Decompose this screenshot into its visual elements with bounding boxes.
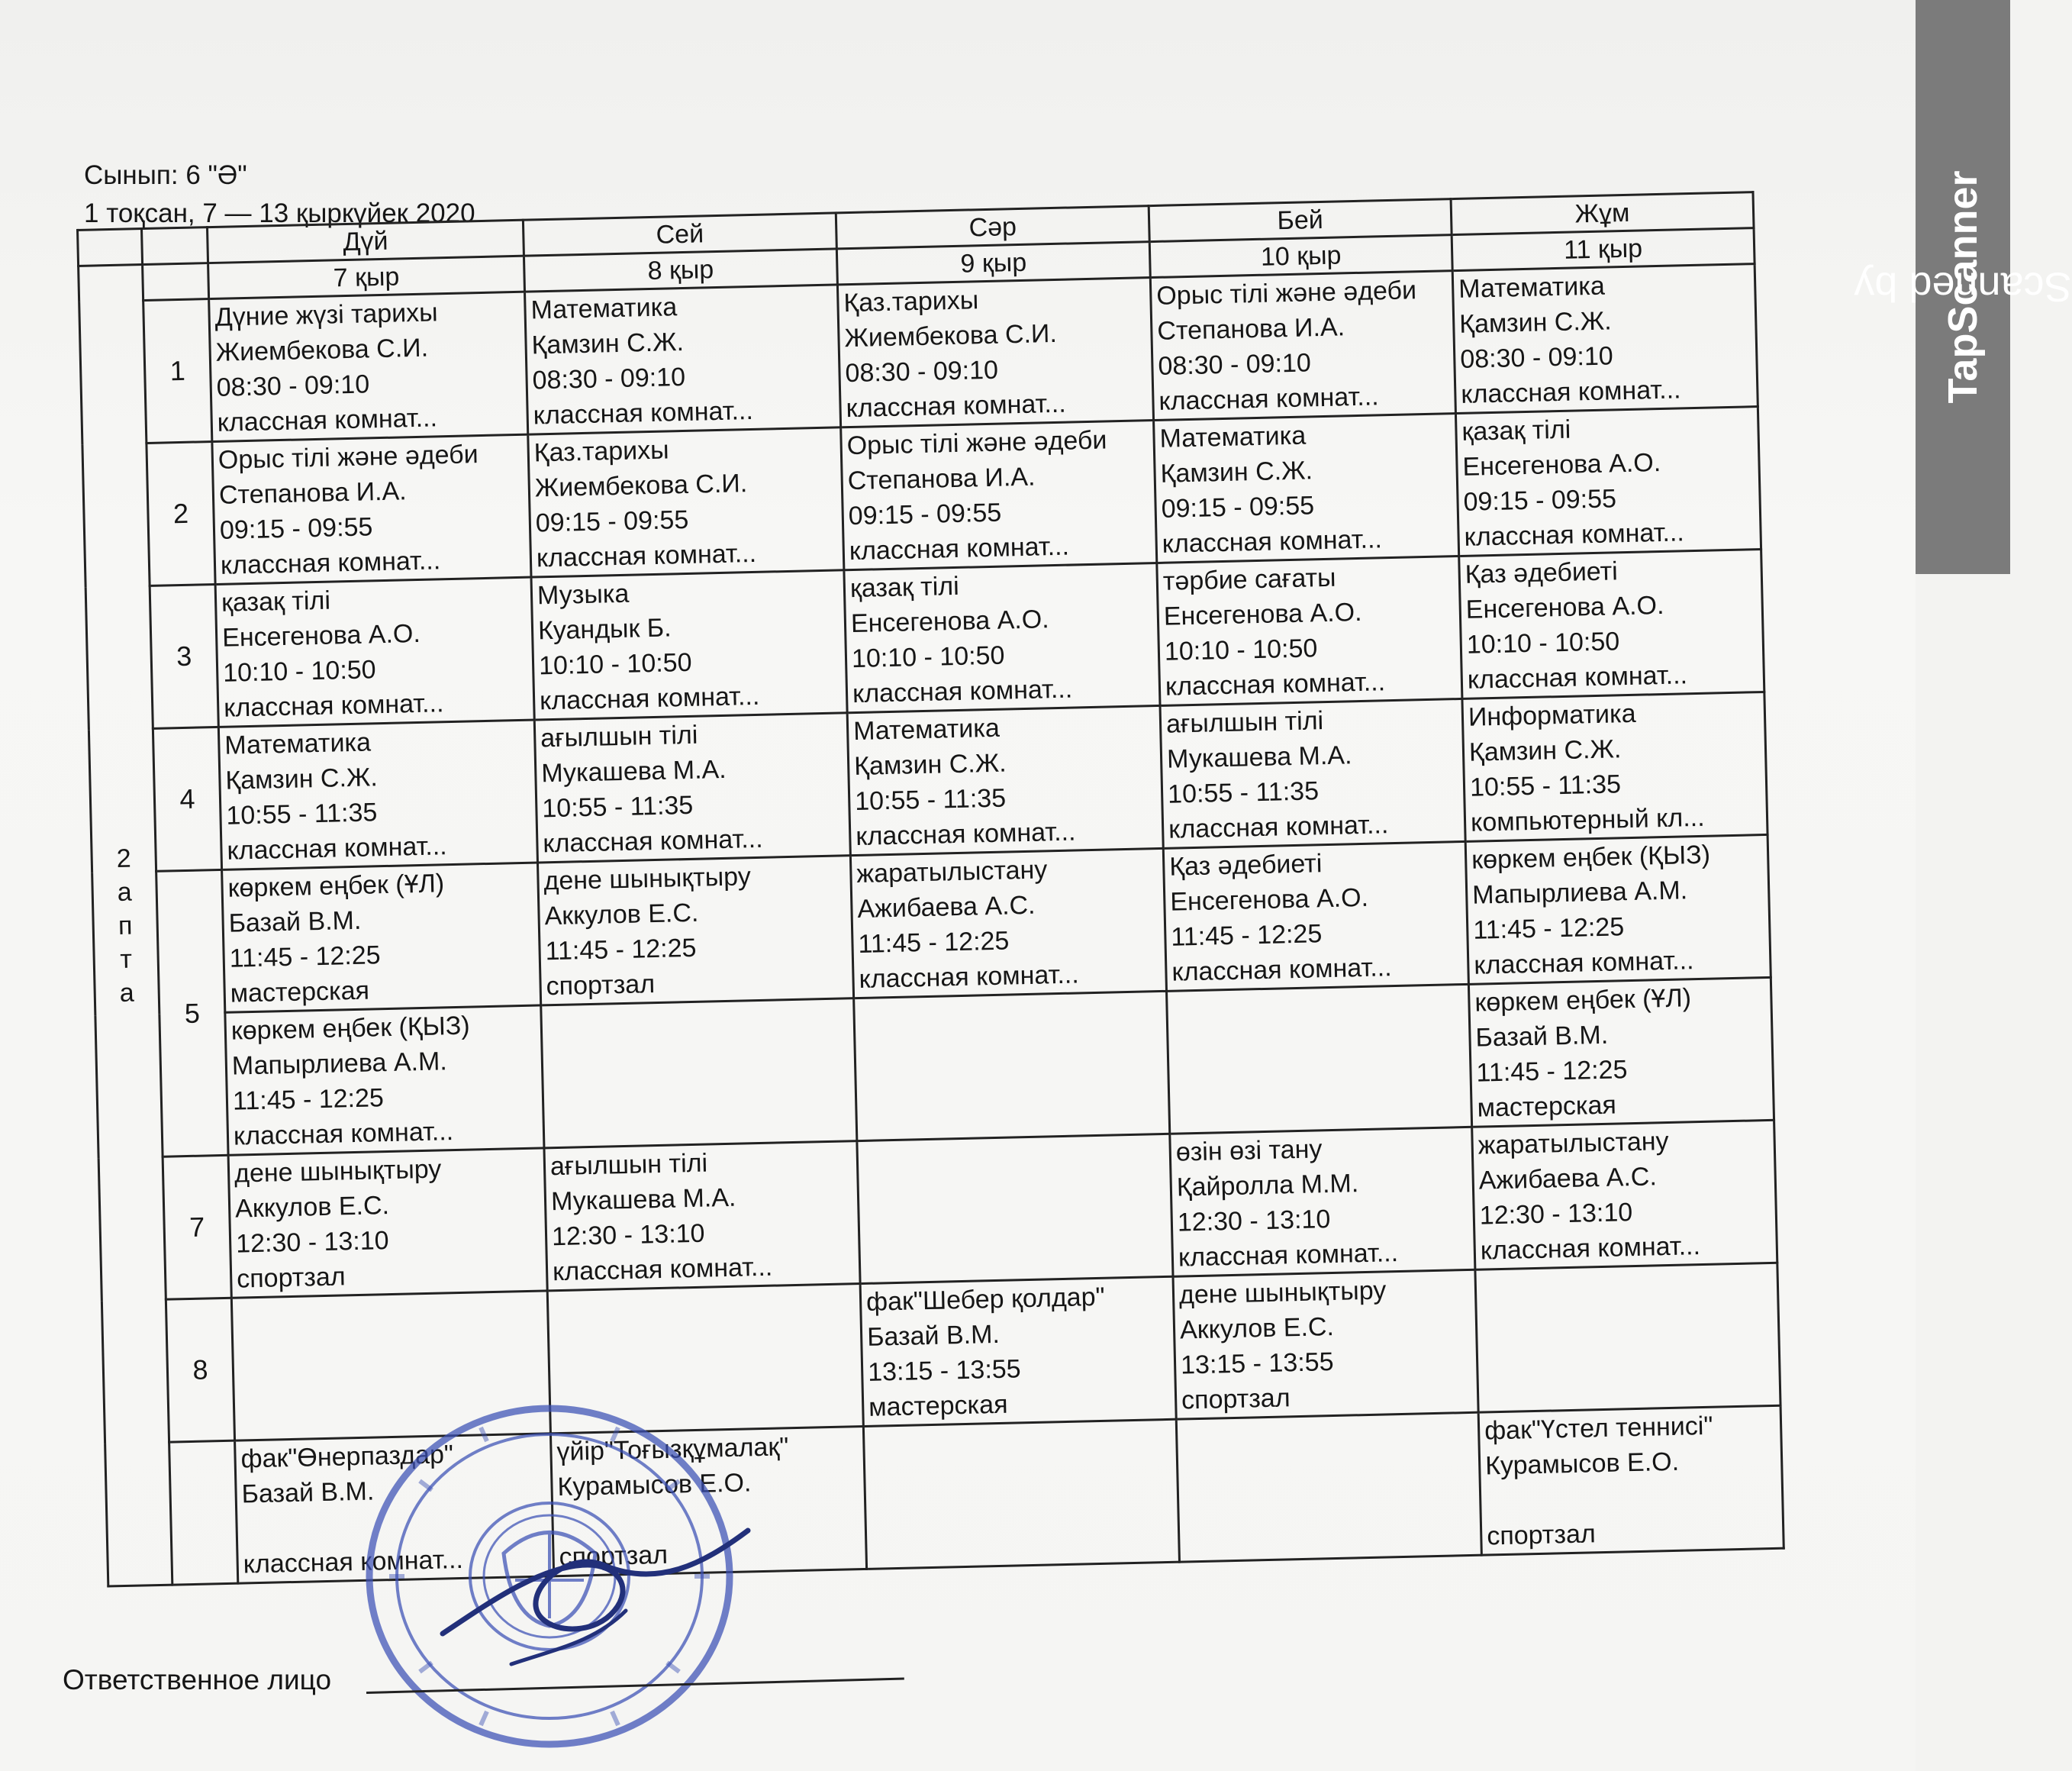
lesson-subject: Орыс тілі және әдеби bbox=[218, 440, 479, 475]
lesson-cell bbox=[1465, 834, 1771, 984]
lesson-teacher: Енсегенова А.О. bbox=[850, 605, 1050, 639]
lesson-subject: тәрбие сағаты bbox=[1162, 563, 1336, 596]
lesson-number: 3 bbox=[150, 584, 218, 728]
lesson-time: 11:45 - 12:25 bbox=[545, 933, 697, 966]
lesson-subject: Математика bbox=[1159, 421, 1307, 453]
day-date-header: 9 қыр bbox=[836, 242, 1150, 285]
lesson-room: классная комнат... bbox=[533, 395, 754, 431]
responsible-person-label: Ответственное лицо bbox=[63, 1664, 332, 1695]
lesson-cell bbox=[860, 1276, 1176, 1426]
lesson-time: 10:10 - 10:50 bbox=[1164, 634, 1318, 666]
lesson-cell bbox=[1173, 1269, 1478, 1419]
lesson-room: классная комнат... bbox=[223, 689, 444, 723]
lesson-subject: Информатика bbox=[1468, 698, 1636, 732]
lesson-teacher: Курамысов Е.О. bbox=[557, 1468, 752, 1502]
lesson-time: 11:45 - 12:25 bbox=[1476, 1055, 1628, 1088]
lesson-teacher: Аккулов Е.С. bbox=[234, 1191, 390, 1224]
class-title: Сынып: 6 "Ә" bbox=[84, 160, 247, 190]
lesson-teacher: Мапырлиева А.М. bbox=[1471, 876, 1688, 910]
lesson-subject: көркем еңбек (ҚЫЗ) bbox=[230, 1011, 471, 1046]
lesson-subject: Дүние жүзі тарихы bbox=[214, 298, 438, 332]
lesson-time: 11:45 - 12:25 bbox=[232, 1083, 385, 1116]
lesson-room: мастерская bbox=[1477, 1090, 1617, 1123]
lesson-time: 08:30 - 09:10 bbox=[1158, 348, 1312, 381]
lesson-teacher: Аккулов Е.С. bbox=[1179, 1311, 1335, 1345]
week-label-letter: 2 bbox=[116, 844, 132, 873]
lesson-cell bbox=[525, 285, 841, 434]
corner-cell bbox=[78, 229, 143, 266]
lesson-subject: фак"Шебер қолдар" bbox=[865, 1282, 1105, 1317]
lesson-teacher: Куандык Б. bbox=[537, 613, 672, 646]
week-label-letter: т bbox=[119, 944, 133, 974]
lesson-room: классная комнат... bbox=[233, 1117, 454, 1151]
lesson-time: 11:45 - 12:25 bbox=[1170, 919, 1323, 952]
lesson-teacher: Базай В.М. bbox=[866, 1319, 1001, 1352]
lesson-subject: ағылшын тілі bbox=[540, 720, 698, 753]
lesson-time: 10:10 - 10:50 bbox=[851, 640, 1005, 674]
corner-cell bbox=[143, 263, 209, 301]
lesson-time: 09:15 - 09:55 bbox=[1463, 484, 1617, 517]
schedule-table bbox=[76, 191, 1785, 1587]
lesson-subject: Қаз.тарихы bbox=[533, 435, 670, 468]
lesson-time: 11:45 - 12:25 bbox=[858, 926, 1010, 959]
lesson-cell bbox=[1475, 1263, 1780, 1412]
week-label-letter: п bbox=[118, 911, 133, 940]
lesson-cell bbox=[844, 563, 1160, 712]
day-name-header: Сәр bbox=[836, 206, 1149, 249]
lesson-time: 09:15 - 09:55 bbox=[219, 512, 373, 545]
lesson-subject: Қаз әдебиеті bbox=[1465, 556, 1619, 589]
lesson-teacher: Мукашева М.А. bbox=[1166, 740, 1352, 774]
lesson-teacher: Енсегенова А.О. bbox=[1169, 882, 1369, 917]
lesson-cell bbox=[531, 570, 847, 720]
lesson-subject: қазақ тілі bbox=[849, 571, 960, 604]
lesson-teacher: Базай В.М. bbox=[228, 905, 362, 938]
lesson-subject: Математика bbox=[1458, 271, 1606, 304]
lesson-time: 10:55 - 11:35 bbox=[541, 790, 694, 824]
lesson-room: классная комнат... bbox=[1460, 375, 1681, 409]
lesson-room: мастерская bbox=[868, 1389, 1008, 1422]
lesson-time: 10:10 - 10:50 bbox=[222, 655, 377, 688]
week-label-letter: а bbox=[119, 978, 135, 1008]
lesson-cell bbox=[837, 278, 1153, 427]
lesson-time: 10:55 - 11:35 bbox=[1469, 769, 1622, 802]
lesson-room: спортзал bbox=[236, 1262, 346, 1294]
lesson-teacher: Жиембекова С.И. bbox=[215, 333, 429, 367]
lesson-subject: Орыс тілі және әдеби bbox=[1155, 276, 1417, 311]
lesson-cell bbox=[863, 1419, 1179, 1569]
day-name-header: Дүй bbox=[207, 220, 524, 263]
lesson-cell bbox=[1160, 698, 1465, 848]
lesson-time: 12:30 - 13:10 bbox=[551, 1218, 705, 1252]
lesson-room: классная комнат... bbox=[217, 403, 438, 437]
lesson-room: классная комнат... bbox=[855, 817, 1076, 852]
lesson-cell bbox=[541, 998, 857, 1148]
lesson-cell bbox=[1176, 1412, 1481, 1562]
lesson-subject: фак"Өнерпаздар" bbox=[240, 1440, 454, 1474]
lesson-subject: жаратылыстану bbox=[1477, 1126, 1669, 1160]
lesson-room: классная комнат... bbox=[846, 389, 1067, 424]
lesson-cell bbox=[847, 705, 1163, 855]
lesson-time: 13:15 - 13:55 bbox=[1180, 1347, 1334, 1380]
lesson-cell bbox=[854, 991, 1170, 1140]
lesson-teacher: Жиембекова С.И. bbox=[844, 318, 1058, 353]
lesson-teacher: Степанова И.А. bbox=[1156, 312, 1345, 346]
lesson-cell bbox=[850, 848, 1166, 998]
lesson-room: классная комнат... bbox=[1171, 953, 1392, 987]
lesson-subject: көркем еңбек (ҚЫЗ) bbox=[1471, 840, 1711, 875]
lesson-time: 11:45 - 12:25 bbox=[1472, 912, 1625, 945]
lesson-room: мастерская bbox=[230, 976, 370, 1008]
lesson-time: 08:30 - 09:10 bbox=[845, 355, 999, 389]
lesson-subject: өзін өзі тану bbox=[1175, 1134, 1323, 1167]
lesson-room: спортзал bbox=[559, 1540, 669, 1573]
lesson-cell bbox=[1167, 984, 1472, 1134]
lesson-time: 13:15 - 13:55 bbox=[867, 1354, 1022, 1387]
lesson-cell bbox=[218, 720, 537, 869]
lesson-room: спортзал bbox=[1486, 1519, 1597, 1551]
lesson-cell bbox=[1459, 550, 1764, 699]
lesson-subject: Математика bbox=[530, 292, 678, 325]
lesson-cell bbox=[215, 577, 534, 727]
lesson-time: 08:30 - 09:10 bbox=[216, 369, 370, 402]
lesson-subject: ағылшын тілі bbox=[1165, 706, 1324, 739]
lesson-room: классная комнат... bbox=[1165, 667, 1386, 702]
lesson-room: классная комнат... bbox=[1467, 660, 1688, 695]
lesson-teacher: Енсегенова А.О. bbox=[1462, 447, 1661, 482]
lesson-subject: дене шынықтыру bbox=[1178, 1276, 1387, 1310]
lesson-teacher: Қамзин С.Ж. bbox=[531, 327, 685, 360]
lesson-cell bbox=[1170, 1127, 1475, 1276]
lesson-teacher: Базай В.М. bbox=[1475, 1020, 1609, 1053]
handwritten-signature bbox=[427, 1519, 794, 1679]
lesson-teacher: Ажибаева А.С. bbox=[857, 890, 1036, 924]
lesson-cell bbox=[222, 863, 541, 1012]
lesson-number bbox=[169, 1440, 238, 1585]
lesson-number: 2 bbox=[147, 442, 215, 586]
lesson-subject: Қаз.тарихы bbox=[843, 285, 979, 318]
lesson-teacher: Мукашева М.А. bbox=[550, 1182, 736, 1217]
lesson-teacher: Степанова И.А. bbox=[218, 476, 408, 510]
lesson-subject: дене шынықтыру bbox=[543, 862, 752, 896]
period-label: 1 тоқсан, 7 — 13 қыркүйек 2020 bbox=[84, 198, 475, 228]
lesson-time: 08:30 - 09:10 bbox=[1459, 341, 1614, 374]
lesson-room: классная комнат... bbox=[1162, 524, 1383, 559]
lesson-room: классная комнат... bbox=[1158, 382, 1380, 416]
lesson-room: классная комнат... bbox=[852, 674, 1073, 709]
lesson-subject: ағылшын тілі bbox=[549, 1148, 708, 1182]
lesson-cell bbox=[534, 713, 850, 863]
lesson-cell bbox=[1154, 414, 1459, 563]
day-date-header: 7 қыр bbox=[208, 256, 525, 298]
lesson-teacher: Енсегенова А.О. bbox=[1465, 590, 1664, 624]
lesson-teacher: Степанова И.А. bbox=[847, 462, 1036, 496]
day-date-header: 11 қыр bbox=[1452, 228, 1755, 271]
lesson-room: классная комнат... bbox=[542, 824, 763, 859]
lesson-room: классная комнат... bbox=[1168, 810, 1389, 844]
lesson-teacher: Қамзин С.Ж. bbox=[1458, 306, 1613, 339]
lesson-time: 10:55 - 11:35 bbox=[1167, 776, 1320, 809]
lesson-subject: фак"Үстел теннисі" bbox=[1484, 1411, 1713, 1446]
watermark-brand: TapScanner bbox=[1940, 170, 1986, 404]
lesson-room: спортзал bbox=[1181, 1383, 1291, 1415]
lesson-number: 7 bbox=[163, 1155, 231, 1299]
lesson-subject: дене шынықтыру bbox=[234, 1154, 442, 1189]
lesson-subject: Математика bbox=[852, 713, 1001, 747]
lesson-number: 1 bbox=[143, 299, 212, 444]
lesson-cell bbox=[528, 427, 844, 577]
lesson-time: 10:55 - 11:35 bbox=[226, 798, 378, 831]
lesson-number: 4 bbox=[153, 727, 221, 871]
lesson-cell bbox=[841, 421, 1157, 570]
lesson-cell bbox=[1452, 264, 1758, 414]
lesson-time: 09:15 - 09:55 bbox=[535, 505, 689, 538]
lesson-room: классная комнат... bbox=[536, 538, 757, 573]
lesson-teacher: Енсегенова А.О. bbox=[1163, 597, 1362, 631]
lesson-subject: Орыс тілі және әдеби bbox=[846, 425, 1107, 461]
lesson-cell bbox=[1163, 841, 1468, 991]
lesson-subject: Қаз әдебиеті bbox=[1168, 849, 1323, 882]
lesson-subject: көркем еңбек (ҰЛ) bbox=[1474, 983, 1692, 1018]
lesson-subject: қазақ тілі bbox=[221, 585, 331, 618]
lesson-teacher: Қамзин С.Ж. bbox=[225, 763, 379, 795]
lesson-teacher: Курамысов Е.О. bbox=[1484, 1447, 1680, 1481]
lesson-room: классная комнат... bbox=[849, 531, 1070, 566]
watermark-prefix: Scanned by bbox=[1854, 264, 2072, 311]
lesson-time: 10:10 - 10:50 bbox=[538, 647, 692, 681]
week-label-letter: а bbox=[117, 877, 133, 907]
lesson-subject: қазақ тілі bbox=[1461, 415, 1571, 447]
lesson-number: 5 bbox=[156, 869, 228, 1156]
lesson-room: классная комнат... bbox=[220, 546, 441, 580]
lesson-teacher: Қамзин С.Ж. bbox=[1160, 456, 1313, 489]
lesson-cell bbox=[857, 1134, 1173, 1283]
lesson-time: 12:30 - 13:10 bbox=[235, 1226, 389, 1259]
lesson-room: классная комнат... bbox=[1178, 1238, 1399, 1273]
lesson-room: классная комнат... bbox=[1480, 1231, 1701, 1266]
lesson-cell bbox=[228, 1148, 547, 1298]
lesson-room: классная комнат... bbox=[1473, 946, 1694, 980]
lesson-teacher: Ажибаева А.С. bbox=[1478, 1162, 1658, 1195]
lesson-teacher: Қайролла М.М. bbox=[1176, 1169, 1359, 1202]
lesson-room: классная комнат... bbox=[552, 1252, 773, 1287]
lesson-time: 11:45 - 12:25 bbox=[229, 940, 381, 973]
lesson-time: 12:30 - 13:10 bbox=[1177, 1205, 1331, 1237]
lesson-room: классная комнат... bbox=[1464, 518, 1685, 552]
lesson-teacher: Мукашева М.А. bbox=[540, 754, 727, 789]
lesson-room: классная комнат... bbox=[243, 1544, 464, 1579]
lesson-cell bbox=[1455, 407, 1761, 556]
day-date-header: 10 қыр bbox=[1149, 235, 1452, 278]
lesson-time: 10:10 - 10:50 bbox=[1466, 627, 1620, 660]
lesson-cell bbox=[225, 1005, 544, 1155]
lesson-cell bbox=[1150, 271, 1455, 421]
lesson-teacher: Қамзин С.Ж. bbox=[853, 748, 1007, 782]
lesson-teacher: Жиембекова С.И. bbox=[534, 469, 748, 503]
lesson-subject: жаратылыстану bbox=[856, 855, 1048, 889]
lesson-subject: көркем еңбек (ҰЛ) bbox=[227, 869, 445, 903]
lesson-cell bbox=[1468, 977, 1774, 1127]
lesson-time: 12:30 - 13:10 bbox=[1479, 1198, 1633, 1231]
lesson-teacher: Мапырлиева А.М. bbox=[231, 1047, 448, 1081]
lesson-cell bbox=[1157, 556, 1462, 706]
scanner-watermark bbox=[1854, 0, 2072, 574]
lesson-time: 08:30 - 09:10 bbox=[532, 362, 686, 395]
lesson-room: классная комнат... bbox=[859, 960, 1080, 994]
lesson-room: классная комнат... bbox=[227, 831, 448, 866]
lesson-cell bbox=[537, 856, 853, 1005]
day-name-header: Жұм bbox=[1451, 192, 1754, 235]
lesson-cell bbox=[1472, 1120, 1777, 1269]
lesson-room: компьютерный кл... bbox=[1470, 802, 1705, 837]
lesson-time: 09:15 - 09:55 bbox=[848, 498, 1002, 531]
lesson-cell bbox=[1462, 692, 1767, 841]
lesson-cell bbox=[544, 1141, 860, 1291]
day-date-header: 8 қыр bbox=[524, 249, 837, 292]
lesson-room: классная комнат... bbox=[539, 681, 760, 716]
lesson-teacher: Қамзин С.Ж. bbox=[1468, 734, 1622, 767]
lesson-number: 8 bbox=[166, 1298, 234, 1442]
lesson-teacher: Енсегенова А.О. bbox=[221, 618, 421, 653]
corner-cell bbox=[142, 227, 208, 265]
lesson-subject: Математика bbox=[224, 727, 372, 760]
day-name-header: Сей bbox=[523, 213, 836, 256]
lesson-subject: үйір"Тоғызқұмалақ" bbox=[556, 1432, 789, 1467]
lesson-teacher: Базай В.М. bbox=[241, 1476, 375, 1509]
lesson-time: 09:15 - 09:55 bbox=[1161, 491, 1315, 524]
lesson-cell bbox=[1478, 1405, 1784, 1555]
lesson-time: 10:55 - 11:35 bbox=[854, 783, 1007, 817]
lesson-cell bbox=[212, 434, 531, 584]
lesson-room: спортзал bbox=[546, 969, 656, 1002]
day-name-header: Бей bbox=[1149, 199, 1452, 242]
lesson-subject: Музыка bbox=[537, 579, 630, 611]
lesson-cell bbox=[209, 292, 528, 441]
lesson-teacher: Аккулов Е.С. bbox=[544, 898, 699, 931]
